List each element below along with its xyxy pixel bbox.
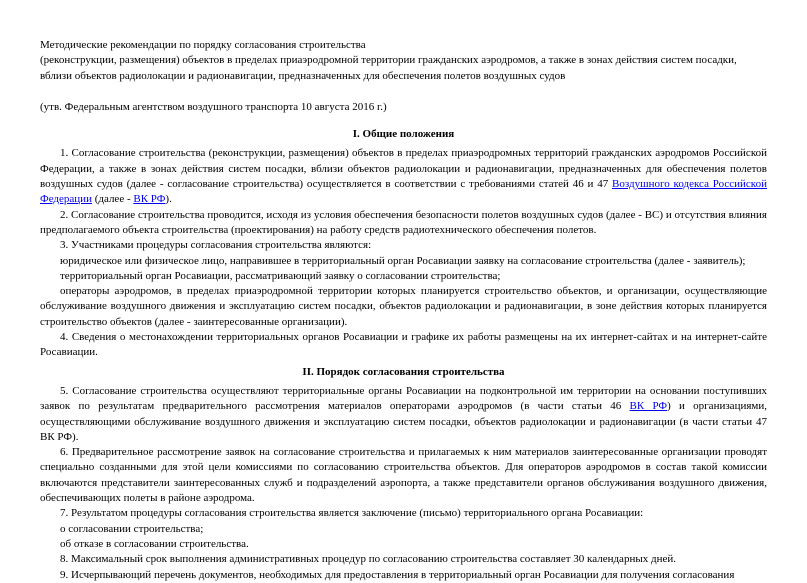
- vk-rf-link-2[interactable]: ВК РФ: [629, 400, 668, 413]
- paragraph-6: 6. Предварительное рассмотрение заявок на согласование строительства и прилагаемых к ним материалов заинтересованные организации проводят специально созданными для этой цели комиссиями по согласованию строительства объектов. Для операторов аэродромов в состав такой комиссии включаются представители заинтересованных служб и подразделений аэропорта, а также представители органов обслуживания воздушного движения, обеспечивающих полеты в районе аэродрома.: [40, 446, 767, 505]
- paragraph-3: 3. Участниками процедуры согласования строительства являются:: [60, 239, 372, 252]
- paragraph-5-text-b: ) и организациями, осуществляющими обслуживание воздушного движения и эксплуатацию систем посадки, объектов радиолокации и радионавигации (в части статьи 47 ВК РФ).: [40, 400, 767, 443]
- section-2-heading: II. Порядок согласования строительства: [302, 365, 505, 378]
- paragraph-5-text-a: 5. Согласование строительства осуществляют территориальные органы Росавиации на подконтрольной им территории на основании поступивших заявок по результатам предварительного рассмотрения материалов операторами аэродромов (в части статьи 46: [40, 384, 767, 413]
- vk-rf-link[interactable]: ВК РФ: [133, 193, 166, 206]
- paragraph-7-item-2: об отказе в согласовании строительства.: [60, 537, 249, 550]
- paragraph-1-text-a: 1. Согласование строительства (реконструкции, размещения) объектов в пределах приаэродромных территорий гражданских аэродромов Российской Федерации, а также в зонах действия систем посадки, вблизи объектов радиолокации и радионавигации, предназначенных для обеспечения полетов воздушных судов (далее - согласование строительства) осуществляется в соответствии с требованиями статей 46 и 47: [40, 147, 767, 191]
- paragraph-2: 2. Согласование строительства проводится, исходя из условия обеспечения безопасности полетов воздушных судов (далее - ВС) и отсутствия влияния предполагаемого объекта строительства (проектирования) на работу средств радиотехнического обеспечения полетов.: [40, 208, 767, 236]
- document-title: [40, 38, 767, 84]
- title-line-3: вблизи объектов радиолокации и радионавигации, предназначенных для обеспечения полетов воздушных судов: [40, 69, 566, 82]
- paragraph-3-item-2: территориальный орган Росавиации, рассматривающий заявку о согласовании строительства;: [60, 269, 501, 282]
- paragraph-1-text-b: (далее -: [91, 193, 134, 206]
- section-1-heading: I. Общие положения: [352, 128, 455, 141]
- paragraph-7-item-1: о согласовании строительства;: [60, 522, 204, 535]
- paragraph-8: 8. Максимальный срок выполнения административных процедур по согласованию строительства составляет 30 календарных дней.: [60, 553, 676, 566]
- paragraph-3-item-1: юридическое или физическое лицо, направившее в территориальный орган Росавиации заявку на согласование строительства (далее - заявитель);: [60, 254, 746, 267]
- paragraph-7: 7. Результатом процедуры согласования строительства является заключение (письмо) территориального органа Росавиации:: [60, 507, 644, 520]
- paragraph-4: 4. Сведения о местонахождении территориальных органов Росавиации и графике их работы размещены на их интернет-сайтах и на интернет-сайте Росавиации.: [40, 331, 767, 359]
- paragraph-3-item-3: операторы аэродромов, в пределах приаэродромной территории которых планируется строительство объектов, и организации, осуществляющие обслуживание воздушного движения и эксплуатацию систем посадки, объектов радиолокации и радионавигации, в зоне действия которых планируется строительство объектов (далее - заинтересованные организации).: [40, 285, 767, 328]
- approval-note: (утв. Федеральным агентством воздушного транспорта 10 августа 2016 г.): [40, 100, 387, 113]
- paragraph-5: [40, 384, 767, 445]
- paragraph-1-text-c: ).: [165, 193, 172, 206]
- title-line-1: Методические рекомендации по порядку согласования строительства: [40, 39, 366, 51]
- paragraph-1: [40, 146, 767, 207]
- paragraph-9: 9. Исчерпывающий перечень документов, необходимых для предоставления в территориальный орган Росавиации для получения согласования: [60, 568, 735, 581]
- title-line-2: (реконструкции, размещения) объектов в пределах приаэродромной территории гражданских аэродромов, а также в зонах действия систем посадки,: [40, 54, 737, 67]
- air-code-link[interactable]: Воздушного кодекса Российской Федерации: [40, 178, 767, 206]
